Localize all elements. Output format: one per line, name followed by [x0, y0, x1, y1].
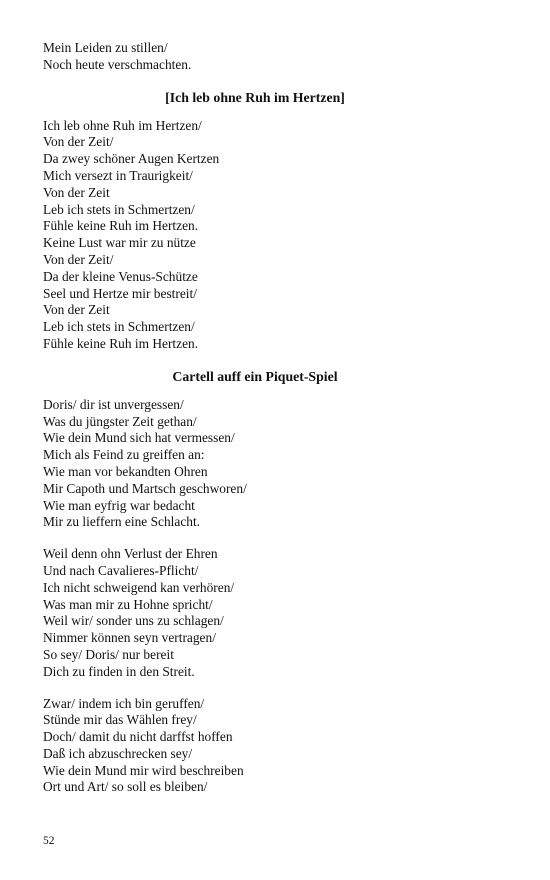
verse-line: Weil denn ohn Verlust der Ehren	[43, 546, 218, 562]
verse-line: Von der Zeit/	[43, 251, 114, 267]
verse-line: Mein Leiden zu stillen/	[43, 40, 168, 55]
verse-line: Fühle keine Ruh im Hertzen.	[43, 335, 199, 351]
verse-line: Ich leb ohne Ruh im Hertzen/	[43, 117, 202, 133]
poem-title: Cartell auff ein Piquet-Spiel	[172, 368, 338, 384]
poem-title: [Ich leb ohne Ruh im Hertzen]	[165, 89, 345, 105]
poem2-stanza-2	[43, 546, 513, 680]
verse-line: Wie man vor bekandten Ohren	[43, 463, 208, 479]
verse-line: Was du jüngster Zeit gethan/	[43, 413, 197, 429]
verse-line: Dich zu finden in den Streit.	[43, 663, 195, 679]
verse-line: Ort und Art/ so soll es bleiben/	[43, 779, 208, 795]
poem2-stanza-3	[43, 696, 513, 797]
verse-line: Von der Zeit/	[43, 134, 114, 150]
verse-line: Weil wir/ sonder uns zu schlagen/	[43, 613, 224, 629]
verse-line: Doch/ damit du nicht darffst hoffen	[43, 729, 233, 745]
verse-line: Fühle keine Ruh im Hertzen.	[43, 218, 199, 234]
page-body	[43, 40, 513, 796]
verse-line: Da der kleine Venus-Schütze	[43, 268, 198, 284]
verse-line: Da zwey schöner Augen Kertzen	[43, 151, 220, 167]
intro-lines	[43, 40, 513, 74]
verse-line: Leb ich stets in Schmertzen/	[43, 201, 195, 217]
verse-line: Mich versezt in Traurigkeit/	[43, 167, 193, 183]
verse-line: Leb ich stets in Schmertzen/	[43, 319, 195, 335]
verse-line: Mich als Feind zu greiffen an:	[43, 447, 205, 463]
verse-line: Seel und Hertze mir bestreit/	[43, 285, 197, 301]
verse-line: Noch heute verschmachten.	[43, 56, 192, 72]
poem2-stanza-1	[43, 397, 513, 531]
page-number: 52	[43, 835, 55, 847]
verse-line: Und nach Cavalieres-Pflicht/	[43, 562, 199, 578]
verse-line: Zwar/ indem ich bin geruffen/	[43, 695, 205, 711]
verse-line: Stünde mir das Wählen frey/	[43, 712, 197, 728]
verse-line: Was man mir zu Hohne spricht/	[43, 596, 213, 612]
verse-line: Keine Lust war mir zu nütze	[43, 235, 196, 251]
poem1-verses	[43, 118, 513, 353]
verse-line: Wie dein Mund mir wird beschreiben	[43, 762, 244, 778]
verse-line: Mir zu lieffern eine Schlacht.	[43, 514, 201, 530]
verse-line: So sey/ Doris/ nur bereit	[43, 646, 174, 662]
verse-line: Mir Capoth und Martsch geschworen/	[43, 480, 247, 496]
verse-line: Ich nicht schweigend kan verhören/	[43, 579, 235, 595]
verse-line: Doris/ dir ist unvergessen/	[43, 396, 184, 412]
verse-line: Wie dein Mund sich hat vermessen/	[43, 430, 235, 446]
verse-line: Nimmer können seyn vertragen/	[43, 630, 216, 646]
verse-line: Von der Zeit	[43, 302, 110, 318]
verse-line: Von der Zeit	[43, 184, 110, 200]
verse-line: Daß ich abzuschrecken sey/	[43, 745, 193, 761]
verse-line: Wie man eyfrig war bedacht	[43, 497, 195, 513]
